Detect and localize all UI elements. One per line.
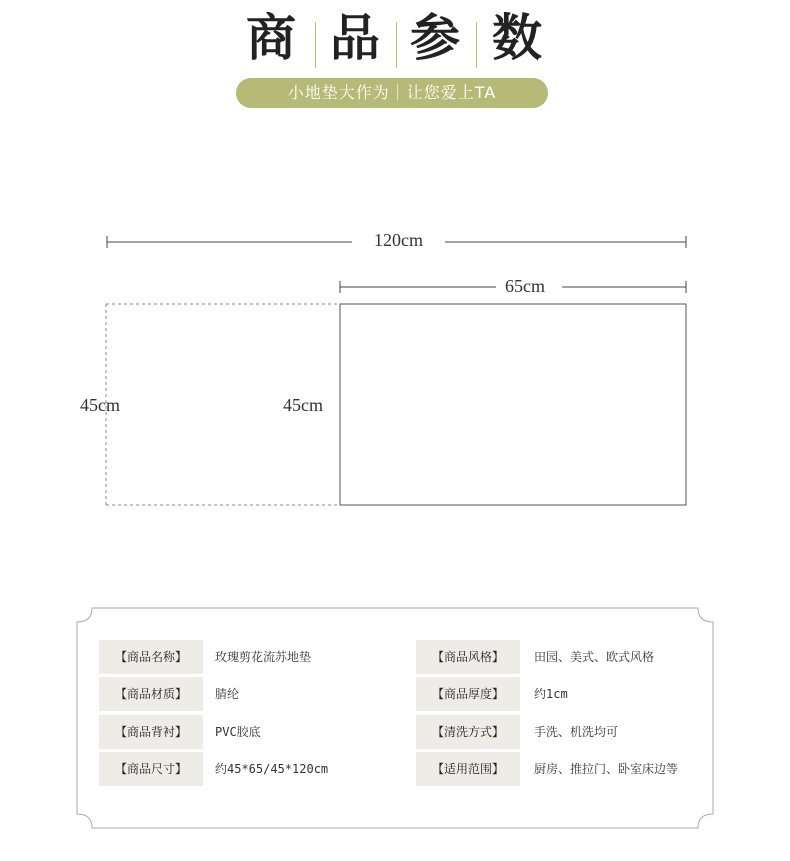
spec-label: 【清洗方式】 <box>416 715 520 749</box>
title-char: 品 <box>330 8 380 67</box>
dim-label-65: 65cm <box>505 276 545 296</box>
spec-label: 【商品名称】 <box>99 640 203 674</box>
spec-label: 【商品尺寸】 <box>99 752 203 786</box>
title-separator <box>315 22 316 68</box>
spec-value: 玫瑰剪花流苏地垫 <box>215 650 312 664</box>
dim-label-height-inner: 45cm <box>283 395 323 415</box>
title-char: 商 <box>246 8 296 67</box>
spec-value: 手洗、机洗均可 <box>534 725 619 739</box>
subtitle-badge: 小地垫大作为｜让您爱上TA <box>236 78 548 108</box>
dim-label-height-left: 45cm <box>80 395 120 415</box>
spec-value: 约1cm <box>534 687 568 701</box>
spec-label: 【适用范围】 <box>416 752 520 786</box>
title-char: 数 <box>492 8 542 67</box>
title-char: 参 <box>410 8 460 67</box>
small-mat-outline <box>340 304 686 505</box>
title-separator <box>476 22 477 68</box>
spec-label: 【商品风格】 <box>416 640 520 674</box>
title-separator <box>396 22 397 68</box>
spec-value: 腈纶 <box>215 687 240 701</box>
size-diagram <box>0 220 790 520</box>
spec-value: 田园、美式、欧式风格 <box>534 650 655 664</box>
spec-label: 【商品厚度】 <box>416 677 520 711</box>
spec-table <box>76 607 714 829</box>
spec-value: 约45*65/45*120cm <box>215 762 329 776</box>
spec-value: 厨房、推拉门、卧室床边等 <box>534 762 679 776</box>
spec-value: PVC胶底 <box>215 725 261 739</box>
dim-label-120: 120cm <box>374 230 423 250</box>
spec-label: 【商品材质】 <box>99 677 203 711</box>
page-title <box>0 8 790 68</box>
spec-label: 【商品背衬】 <box>99 715 203 749</box>
diagram-lines <box>0 220 790 520</box>
